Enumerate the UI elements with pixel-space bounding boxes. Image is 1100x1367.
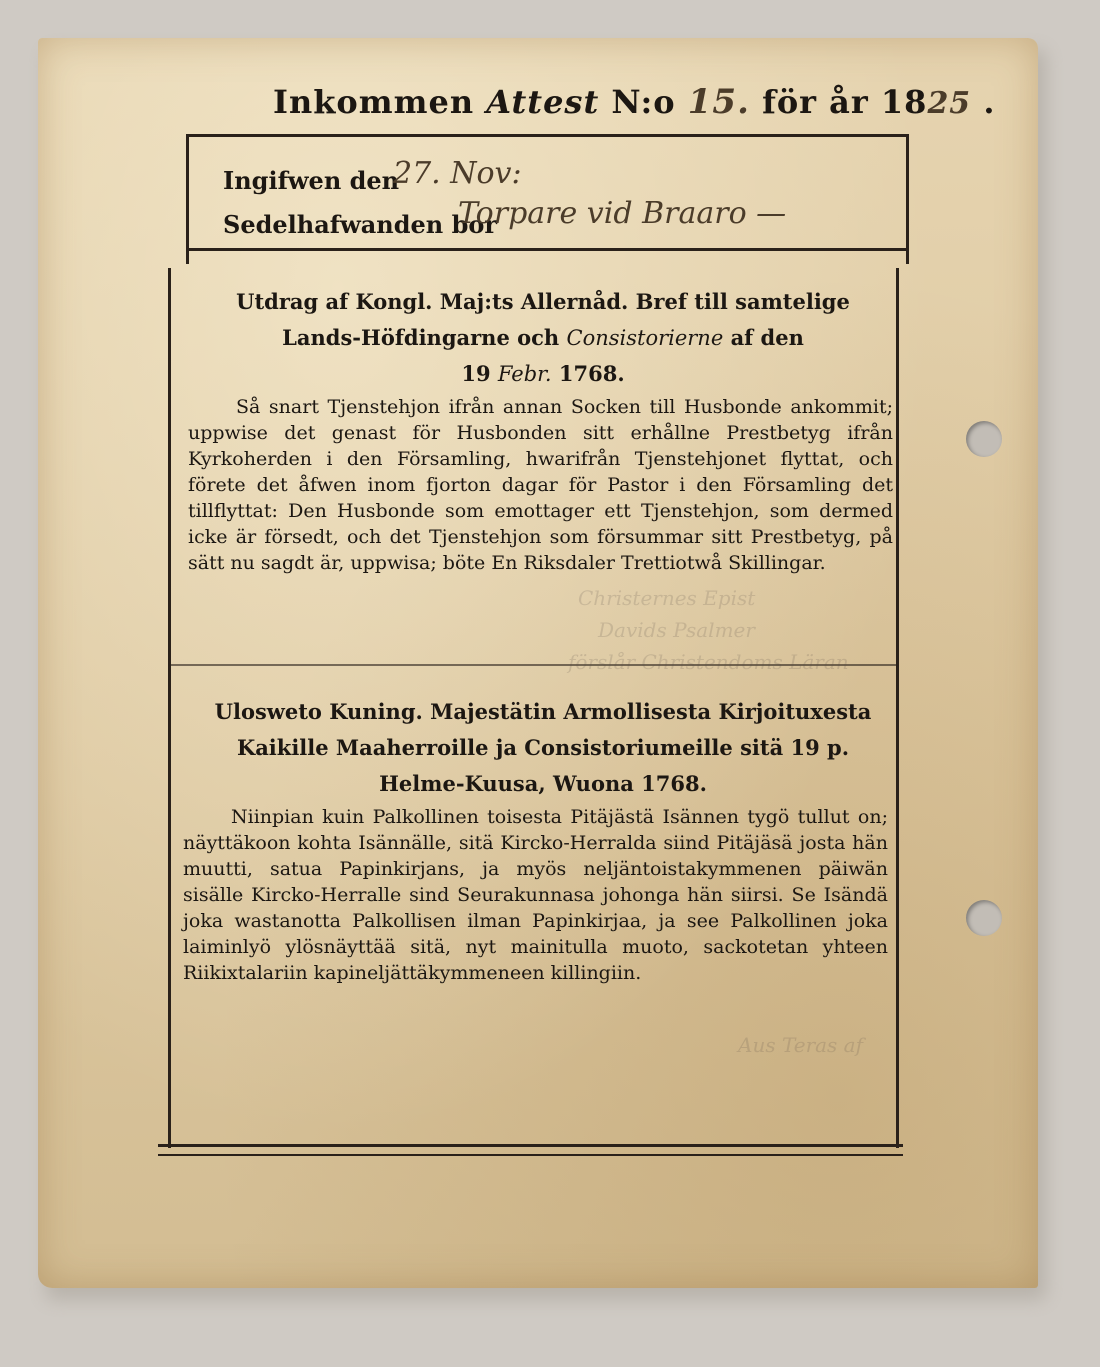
handwritten-number: 15. bbox=[687, 82, 750, 122]
main-left-rule bbox=[168, 268, 171, 1148]
title-inkommen: Inkommen bbox=[273, 83, 475, 121]
title-no-prefix: N:o bbox=[611, 83, 676, 121]
heading-lands: Lands-Höfdingarne och bbox=[282, 325, 560, 350]
swedish-heading-line1: Utdrag af Kongl. Maj:ts Allernåd. Bref till samtelige bbox=[236, 289, 850, 314]
frame-left-rule bbox=[186, 134, 189, 264]
ghost-text-4: Aus Teras af bbox=[738, 1033, 863, 1057]
ingifwen-value: 27. Nov: bbox=[393, 156, 522, 191]
frame-right-rule bbox=[906, 134, 909, 264]
finnish-body-text: Niinpian kuin Palkollinen toisesta Pitäjästä Isännen tygö tullut on; näyttäkoon kohta Isännälle, sitä Kircko-Herralda siind Pitäjäsä josta hän muutti, satua Papinkirjans, ja myös neljäntoistakymmenen päiwän sisälle Kircko-Herralle sind Seurakunnasa johonga hän siirsi. Se Isändä joka wastanotta Palkollisen ilman Papinkirjaa, ja see Palkollinen joka laiminlyö ylösnäyttää sitä, nyt mainitulla muoto, sackotetan yhteen Riikixtalariin kapineljättäkymmeneen killingiin. bbox=[183, 806, 888, 984]
ghost-text-1: Christernes Epist bbox=[578, 586, 756, 610]
finnish-heading-line2: Kaikille Maaherroille ja Consistoriumeille sitä 19 p. bbox=[236, 735, 850, 760]
ghost-text-2: Davids Psalmer bbox=[598, 618, 755, 642]
ingifwen-label: Ingifwen den bbox=[223, 166, 400, 195]
punch-hole-icon bbox=[966, 421, 1002, 457]
frame-top-rule bbox=[188, 134, 908, 137]
title-period: . bbox=[983, 83, 996, 121]
heading-consistorierne: Consistorierne bbox=[566, 326, 724, 350]
sedelhafwanden-label: Sedelhafwanden bor bbox=[223, 210, 498, 239]
title-for-ar: för år bbox=[762, 83, 869, 121]
document-sheet bbox=[38, 38, 1038, 1288]
punch-hole-icon bbox=[966, 900, 1002, 936]
finnish-heading bbox=[198, 694, 888, 802]
heading-month: Febr. bbox=[497, 362, 552, 386]
swedish-heading-line3 bbox=[198, 356, 888, 392]
frame-middle-rule bbox=[188, 248, 908, 251]
finnish-heading-line3: Helme-Kuusa, Wuona 1768. bbox=[379, 771, 707, 796]
title-year-prefix: 18 bbox=[880, 83, 928, 121]
ghost-text-3: förslår Christendoms Läran bbox=[568, 650, 849, 674]
document-title bbox=[273, 82, 995, 122]
handwritten-year: 25 bbox=[927, 86, 972, 121]
finnish-heading-line1: Ulosweto Kuning. Majestätin Armollisesta Kirjoituxesta bbox=[214, 699, 872, 724]
swedish-heading bbox=[198, 284, 888, 392]
bottom-rule-upper bbox=[158, 1144, 903, 1147]
swedish-heading-line2 bbox=[198, 320, 888, 356]
sedelhafwanden-value: Torpare vid Braaro — bbox=[458, 196, 787, 231]
bottom-rule-lower bbox=[158, 1154, 903, 1156]
title-attest: Attest bbox=[486, 83, 600, 121]
heading-af-den: af den bbox=[730, 325, 804, 350]
swedish-body-text: Så snart Tjenstehjon ifrån annan Socken till Husbonde ankommit; uppwise det genast för Husbonden sitt erhållne Prestbetyg ifrån Kyrkoherden i den Församling, hwarifrån Tjenstehjonet flyttat, och förete det åfwen inom fjorton dagar för Pastor i den Församling det tillflyttat: Den Husbonde som emottager ett Tjenstehjon, som dermed icke är försedt, och det Tjenstehjon som försummar sitt Prestbetyg, på sätt nu sagdt är, uppwisa; böte En Riksdaler Trettiotwå Skillingar. bbox=[188, 396, 893, 574]
main-right-rule bbox=[896, 268, 899, 1148]
heading-year: 1768. bbox=[558, 361, 625, 386]
heading-day: 19 bbox=[461, 361, 491, 386]
